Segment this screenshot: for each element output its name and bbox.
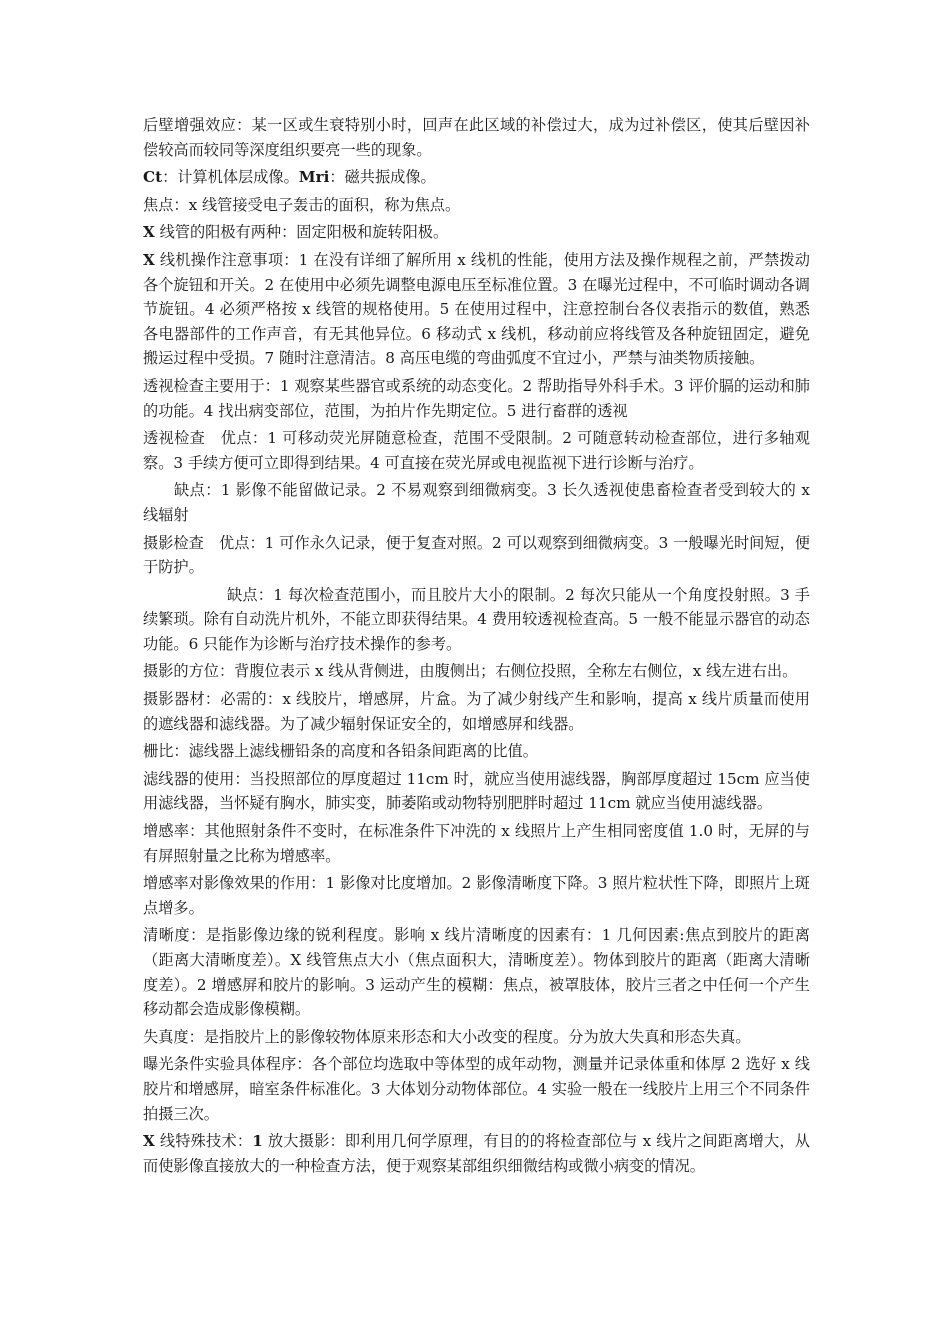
paragraph-text: 焦点：x 线管接受电子轰击的面积，称为焦点。: [143, 195, 461, 214]
paragraph-text: 增感率对影像效果的作用：1 影像对比度增加。2 影像清晰度下降。3 照片粒状性下降，即照片上斑点增多。: [143, 874, 810, 917]
paragraph-focal-spot: [143, 193, 810, 218]
paragraph-text: ：计算机体层成像。: [162, 168, 299, 187]
paragraph-fluoroscopy-disadvantages: [143, 478, 810, 527]
term-x: X: [143, 223, 155, 242]
paragraph-text: 缺点：1 影像不能留做记录。2 不易观察到细微病变。3 长久透视使患畜检查者受到较大的 x 线辐射: [143, 481, 810, 524]
paragraph-posterior-enhancement: [143, 113, 810, 162]
paragraph-operation-notes: [143, 248, 810, 371]
paragraph-grid-usage: [143, 767, 810, 816]
paragraph-text: 清晰度：是指影像边缘的锐利程度。影响 x 线片清晰度的因素有：1 几何因素:焦点到胶片的距离（距离大清晰度差）。X 线管焦点大小（焦点面积大，清晰度差）。物体到胶片的距离（距离大清晰度差）。2 增感屏和胶片的影响。3 运动产生的模糊：焦点，被罩肢体，胶片三者之中任何一个产生移动都会造成影像模糊。: [143, 926, 810, 1019]
term-ct: Ct: [143, 168, 163, 187]
paragraph-sharpness: [143, 923, 810, 1021]
paragraph-fluoroscopy-uses: [143, 374, 810, 423]
paragraph-text: 线特殊技术：: [154, 1132, 253, 1151]
paragraph-text: 后壁增强效应：某一区或生衰特别小时，回声在此区域的补偿过大，成为过补偿区，使其后壁因补偿较高而较同等深度组织要亮一些的现象。: [143, 116, 810, 159]
paragraph-exposure-procedure: [143, 1052, 810, 1126]
paragraph-text: 滤线器的使用：当投照部位的厚度超过 11cm 时，就应当使用滤线器，胸部厚度超过 15cm 应当使用滤线器，当怀疑有胸水，肺实变，肺萎陷或动物特别肥胖时超过 11cm 就应当使用滤线器。: [143, 769, 810, 813]
item-number: 1: [252, 1132, 263, 1151]
paragraph-text: 透视检查 优点：1 可移动荧光屏随意检查，范围不受限制。2 可随意转动检查部位，进行多轴观察。3 手续方便可立即得到结果。4 可直接在荧光屏或电视监视下进行诊断与治疗。: [143, 429, 810, 472]
paragraph-projection-positions: [143, 659, 810, 684]
paragraph-text: 放大摄影：即利用几何学原理，有目的的将检查部位与 x 线片之间距离增大，从而使影像直接放大的一种检查方法，便于观察某部组织细微结构或微小病变的情况。: [143, 1132, 810, 1175]
paragraph-anode-types: [143, 220, 810, 245]
paragraph-text: 增感率：其他照射条件不变时，在标准条件下冲洗的 x 线照片上产生相同密度值 1.0 时，无屏的与有屏照射量之比称为增感率。: [143, 822, 810, 865]
paragraph-special-techniques: [143, 1129, 810, 1178]
paragraph-text: 曝光条件实验具体程序：各个部位均选取中等体型的成年动物，测量并记录体重和体厚 2 选好 x 线胶片和增感屏，暗室条件标准化。3 大体划分动物体部位。4 实验一般在一线胶片上用三个不同条件拍摄三次。: [143, 1055, 810, 1123]
paragraph-text: 透视检查主要用于：1 观察某些器官或系统的动态变化。2 帮助指导外科手术。3 评价膈的运动和肺的功能。4 找出病变部位，范围，为拍片作先期定位。5 进行畜群的透视: [143, 376, 810, 420]
paragraph-fluoroscopy-advantages: [143, 426, 810, 475]
paragraph-ct-mri: [143, 165, 810, 190]
term-x: X: [143, 1132, 155, 1151]
paragraph-radiography-disadvantages: [143, 583, 810, 657]
paragraph-text: 失真度：是指胶片上的影像较物体原来形态和大小改变的程度。分为放大失真和形态失真。: [143, 1027, 751, 1046]
paragraph-text: 缺点：1 每次检查范围小，而且胶片大小的限制。2 每次只能从一个角度投射照。3 手续繁琐。除有自动洗片机外，不能立即获得结果。4 费用较透视检查高。5 一般不能显示器官的动态功能。6 只能作为诊断与治疗技术操作的参考。: [143, 585, 810, 653]
paragraph-radiography-advantages: [143, 531, 810, 580]
document-page: [143, 113, 810, 1181]
term-x: X: [143, 250, 155, 269]
paragraph-equipment: [143, 687, 810, 736]
paragraph-intensification-effect: [143, 871, 810, 920]
paragraph-text: 摄影的方位：背腹位表示 x 线从背侧进，由腹侧出；右侧位投照，全称左右侧位，x 线左进右出。: [143, 662, 798, 681]
paragraph-grid-ratio: [143, 739, 810, 764]
paragraph-intensification-factor: [143, 819, 810, 868]
paragraph-text: 摄影检查 优点：1 可作永久记录，便于复查对照。2 可以观察到细微病变。3 一般曝光时间短，便于防护。: [143, 533, 810, 577]
term-mri: Mri: [298, 168, 330, 187]
paragraph-distortion: [143, 1025, 810, 1050]
paragraph-text: 线管的阳极有两种：固定阳极和旋转阳极。: [154, 223, 449, 242]
paragraph-text: 摄影器材：必需的：x 线胶片，增感屏，片盒。为了减少射线产生和影响，提高 x 线片质量而使用的遮线器和滤线器。为了减少辐射保证安全的，如增感屏和线器。: [143, 690, 810, 733]
paragraph-text: 栅比：滤线器上滤线栅铅条的高度和各铅条间距离的比值。: [143, 742, 538, 761]
paragraph-text: 线机操作注意事项：1 在没有详细了解所用 x 线机的性能，使用方法及操作规程之前，严禁拨动各个旋钮和开关。2 在使用中必须先调整电源电压至标准位置。3 在曝光过程中，不可临时调动各调节旋钮。4 必须严格按 x 线管的规格使用。5 在使用过程中，注意控制台各仪表指示的数值，熟悉各电器部件的工作声音，有无其他异位。6 移动式 x 线机，移动前应将线管及各种旋钮固定，避免搬运过程中受损。7 随时注意清洁。8 高压电缆的弯曲弧度不宜过小，严禁与油类物质接触。: [143, 250, 810, 368]
paragraph-text: ：磁共振成像。: [329, 168, 436, 187]
